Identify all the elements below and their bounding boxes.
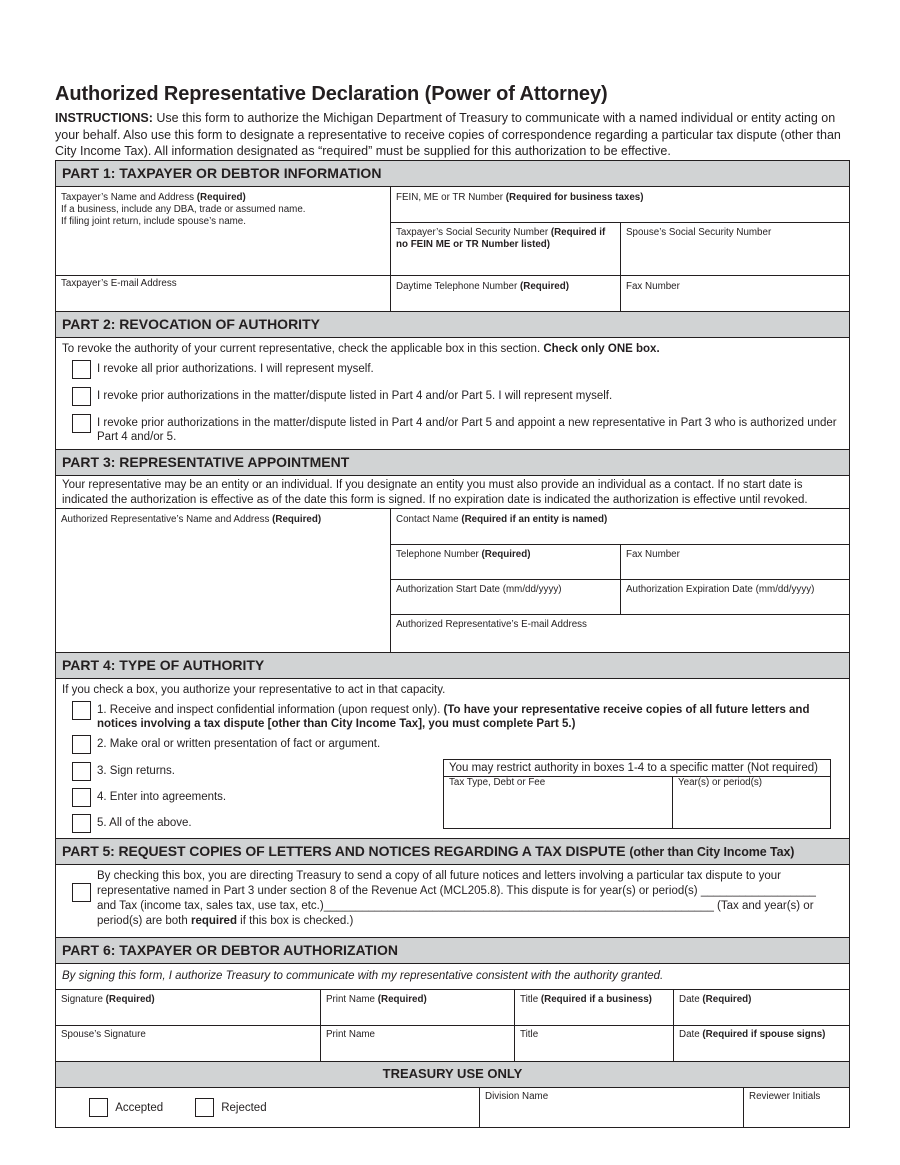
rep-name-label: Authorized Representative’s Name and Address	[61, 514, 273, 525]
signature-field[interactable]	[56, 991, 320, 1025]
part2-section	[56, 312, 849, 450]
revoke-all-checkbox[interactable]	[72, 360, 91, 379]
authority-1-note: (To have your representative receive copies of all future letters and notices involving a tax dispute [other than City Income Tax], you must complete Part 5.)	[97, 704, 810, 730]
part1-section	[56, 161, 849, 312]
fein-field[interactable]	[391, 189, 849, 222]
part3-section	[56, 450, 849, 653]
taxpayer-name-note2: If filing joint return, include spouse’s name.	[61, 216, 246, 227]
rep-fax-field[interactable]	[621, 546, 849, 579]
part5-header	[56, 839, 849, 865]
print-name-required: (Required)	[377, 994, 427, 1005]
authority-4-label: 4. Enter into agreements.	[97, 791, 227, 803]
daytime-phone-field[interactable]	[391, 278, 620, 311]
authority-2-label: 2. Make oral or written presentation of fact or argument.	[97, 738, 381, 750]
title-required: (Required if a business)	[540, 994, 652, 1005]
reviewer-initials-field[interactable]	[744, 1088, 849, 1127]
spouse-date-label: Date	[679, 1029, 703, 1040]
start-date-label: Authorization Start Date (mm/dd/yyyy)	[396, 584, 562, 595]
spouse-print-name-label: Print Name	[326, 1029, 375, 1040]
date-label: Date	[679, 994, 703, 1005]
revoke-matter-label: I revoke prior authorizations in the matter/dispute listed in Part 4 and/or Part 5. I will represent myself.	[97, 390, 613, 402]
part6-header: PART 6: TAXPAYER OR DEBTOR AUTHORIZATION	[56, 938, 849, 964]
years-field[interactable]	[673, 776, 830, 828]
part2-intro-text: To revoke the authority of your current representative, check the applicable box in this section.	[62, 343, 544, 355]
part3-intro: Your representative may be an entity or an individual. If you designate an entity you must also provide an individual as a contact. If no start date is indicated the authorization is effective as of the date this form is signed. If no expiration date is indicated the authorization is effective until revoked.	[56, 476, 849, 509]
rep-fax-label: Fax Number	[626, 549, 680, 560]
authority-1-checkbox[interactable]	[72, 701, 91, 720]
part6-intro: By signing this form, I authorize Treasury to communicate with my representative consistent with the authority granted.	[56, 964, 849, 990]
request-copies-checkbox[interactable]	[72, 883, 91, 902]
spouse-print-name-field[interactable]	[321, 1026, 514, 1061]
accepted-option	[89, 1098, 163, 1117]
part5-section	[56, 839, 849, 938]
years-label: Year(s) or period(s)	[678, 777, 763, 788]
signature-label: Signature	[61, 994, 106, 1005]
spouse-date-required: (Required if spouse signs)	[702, 1029, 826, 1040]
revoke-appoint-checkbox[interactable]	[72, 414, 91, 433]
spouse-title-field[interactable]	[515, 1026, 673, 1061]
part4-header: PART 4: TYPE OF AUTHORITY	[56, 653, 849, 679]
spouse-ssn-field[interactable]	[621, 224, 849, 275]
title-label: Title	[520, 994, 541, 1005]
taxpayer-ssn-field[interactable]	[391, 224, 620, 275]
taxpayer-name-field[interactable]	[56, 189, 390, 275]
taxpayer-ssn-required: (Required if no FEIN ME or TR Number listed)	[396, 227, 606, 250]
part1-header: PART 1: TAXPAYER OR DEBTOR INFORMATION	[56, 161, 849, 187]
reviewer-initials-label: Reviewer Initials	[749, 1091, 821, 1102]
request-copies-text-b: if this box is checked.)	[236, 915, 354, 927]
accepted-checkbox[interactable]	[89, 1098, 108, 1117]
spouse-signature-label: Spouse’s Signature	[61, 1029, 146, 1040]
instructions-lead: INSTRUCTIONS:	[55, 111, 153, 125]
authority-5-label: 5. All of the above.	[97, 817, 192, 829]
instructions-text: Use this form to authorize the Michigan Department of Treasury to communicate with a named individual or entity acting on your behalf. Also use this form to designate a representative to receive copies of correspondence regarding a particular tax dispute (other than City Income Tax). All information designated as “required” must be supplied for this authorization to be effective.	[55, 111, 841, 158]
authority-4-checkbox[interactable]	[72, 788, 91, 807]
authority-1-label: 1. Receive and inspect confidential information (upon request only).	[97, 704, 444, 716]
spouse-signature-field[interactable]	[56, 1026, 320, 1061]
part4-intro: If you check a box, you authorize your representative to act in that capacity.	[62, 684, 446, 696]
rep-name-field[interactable]	[56, 511, 390, 652]
part5-header-text: PART 5: REQUEST COPIES OF LETTERS AND NOTICES REGARDING A TAX DISPUTE	[62, 843, 630, 859]
taxpayer-email-field[interactable]	[56, 275, 390, 311]
revoke-matter-checkbox[interactable]	[72, 387, 91, 406]
expiration-date-field[interactable]	[621, 581, 849, 614]
taxpayer-name-note1: If a business, include any DBA, trade or assumed name.	[61, 204, 306, 215]
daytime-phone-label: Daytime Telephone Number	[396, 281, 520, 292]
division-name-field[interactable]	[480, 1088, 743, 1127]
spouse-ssn-label: Spouse’s Social Security Number	[626, 227, 772, 238]
part3-header: PART 3: REPRESENTATIVE APPOINTMENT	[56, 450, 849, 476]
rep-email-field[interactable]	[391, 616, 849, 652]
part4-section	[56, 653, 849, 839]
part5-header-note: (other than City Income Tax)	[629, 845, 795, 859]
taxpayer-ssn-label: Taxpayer’s Social Security Number	[396, 227, 551, 238]
title-field[interactable]	[515, 991, 673, 1025]
authority-2-checkbox[interactable]	[72, 735, 91, 754]
treasury-header: TREASURY USE ONLY	[56, 1062, 849, 1088]
restrict-authority-header: You may restrict authority in boxes 1-4 to a specific matter (Not required)	[444, 760, 830, 777]
part1-fax-field[interactable]	[621, 278, 849, 311]
contact-name-required: (Required if an entity is named)	[461, 514, 608, 525]
print-name-field[interactable]	[321, 991, 514, 1025]
rejected-checkbox[interactable]	[195, 1098, 214, 1117]
authority-3-label: 3. Sign returns.	[97, 765, 175, 777]
fein-required: (Required for business taxes)	[505, 192, 644, 203]
print-name-label: Print Name	[326, 994, 378, 1005]
part6-section	[56, 938, 849, 1062]
start-date-field[interactable]	[391, 581, 620, 614]
taxpayer-name-required: (Required)	[196, 192, 246, 203]
form-title: Authorized Representative Declaration (Power of Attorney)	[55, 83, 608, 105]
tax-type-label: Tax Type, Debt or Fee	[449, 777, 546, 788]
fein-label: FEIN, ME or TR Number	[396, 192, 506, 203]
request-copies-text	[97, 869, 837, 929]
tax-type-field[interactable]	[444, 776, 672, 828]
date-field[interactable]	[674, 991, 849, 1025]
rep-phone-field[interactable]	[391, 546, 620, 579]
signature-required: (Required)	[105, 994, 155, 1005]
taxpayer-email-label: Taxpayer’s E-mail Address	[61, 278, 177, 289]
rep-phone-label: Telephone Number	[396, 549, 482, 560]
form-frame	[55, 160, 850, 1128]
rejected-option	[195, 1098, 267, 1117]
accepted-label: Accepted	[115, 1101, 164, 1114]
treasury-section	[56, 1062, 849, 1127]
part2-intro-bold: Check only ONE box.	[543, 343, 660, 355]
spouse-date-field[interactable]	[674, 1026, 849, 1061]
spouse-title-label: Title	[520, 1029, 539, 1040]
division-name-label: Division Name	[485, 1091, 549, 1102]
rep-email-label: Authorized Representative’s E-mail Address	[396, 619, 587, 630]
authority-3-checkbox[interactable]	[72, 762, 91, 781]
daytime-phone-required: (Required)	[519, 281, 569, 292]
contact-name-label: Contact Name	[396, 514, 462, 525]
rep-name-required: (Required)	[272, 514, 322, 525]
authority-5-checkbox[interactable]	[72, 814, 91, 833]
restrict-authority-table	[443, 759, 831, 829]
expiration-date-label: Authorization Expiration Date (mm/dd/yyyy)	[626, 584, 815, 595]
taxpayer-name-label: Taxpayer’s Name and Address	[61, 192, 197, 203]
instructions	[55, 110, 855, 160]
contact-name-field[interactable]	[391, 511, 849, 544]
revoke-appoint-label: I revoke prior authorizations in the matter/dispute listed in Part 4 and/or Part 5 and appoint a new representative in Part 3 who is authorized under Part 4 and/or 5.	[97, 417, 837, 443]
part2-intro	[56, 338, 849, 360]
date-required: (Required)	[702, 994, 752, 1005]
request-copies-required: required	[190, 915, 237, 927]
authority-1-text	[97, 703, 837, 731]
rep-phone-required: (Required)	[481, 549, 531, 560]
part2-header: PART 2: REVOCATION OF AUTHORITY	[56, 312, 849, 338]
request-copies-text-a: By checking this box, you are directing Treasury to send a copy of all future notices and letters involving a particular tax dispute to your representative named in Part 3 under section 8 of the Revenue Act (MCL205.8). This dispute is for year(s) or period(s) __________________ and Tax (income tax, sales tax, use tax, etc.)_____________________________________________________________ (Tax and year(s) or period(s) are both	[97, 870, 816, 927]
rejected-label: Rejected	[221, 1101, 267, 1114]
revoke-all-label: I revoke all prior authorizations. I will represent myself.	[97, 363, 374, 375]
part1-fax-label: Fax Number	[626, 281, 680, 292]
